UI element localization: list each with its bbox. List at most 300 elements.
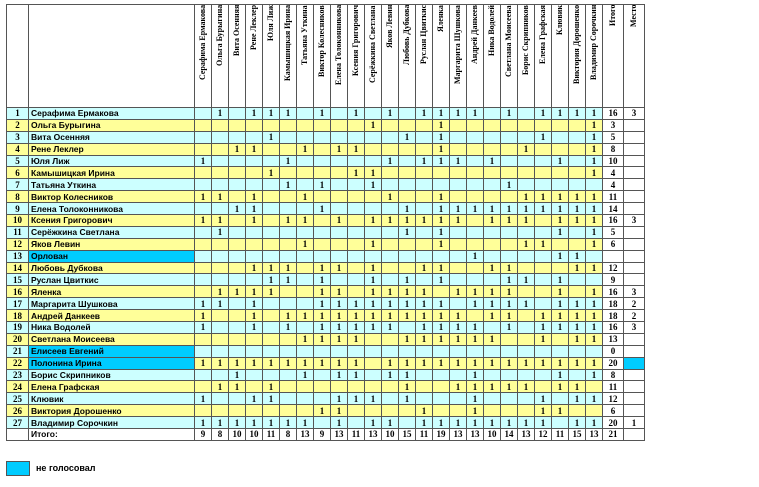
row-total: 8 — [603, 369, 624, 381]
vote-cell — [416, 250, 433, 262]
row-name: Руслан Цвиткис — [29, 274, 195, 286]
row-name: Вита Осенняя — [29, 131, 195, 143]
vote-cell: 1 — [280, 357, 297, 369]
row-name: Виктор Колесников — [29, 191, 195, 203]
vote-cell: 1 — [535, 238, 552, 250]
row-place — [624, 393, 645, 405]
vote-cell — [484, 274, 501, 286]
vote-cell: 1 — [263, 274, 280, 286]
vote-cell: 1 — [263, 357, 280, 369]
vote-cell: 1 — [212, 215, 229, 227]
vote-cell — [348, 131, 365, 143]
vote-cell: 1 — [569, 393, 586, 405]
vote-cell — [382, 381, 399, 393]
vote-cell — [399, 143, 416, 155]
vote-cell: 1 — [195, 357, 212, 369]
vote-cell: 1 — [399, 369, 416, 381]
vote-cell: 1 — [433, 131, 450, 143]
vote-cell — [467, 191, 484, 203]
vote-cell — [263, 298, 280, 310]
vote-cell — [263, 250, 280, 262]
vote-cell — [348, 274, 365, 286]
vote-cell: 1 — [195, 322, 212, 334]
vote-cell — [569, 131, 586, 143]
row-total: 16 — [603, 215, 624, 227]
vote-cell: 1 — [501, 179, 518, 191]
vote-cell — [195, 179, 212, 191]
vote-cell — [212, 333, 229, 345]
vote-cell — [365, 369, 382, 381]
vote-cell: 1 — [518, 143, 535, 155]
column-header-place — [624, 5, 645, 108]
vote-cell — [501, 250, 518, 262]
vote-cell: 1 — [484, 357, 501, 369]
row-number: 6 — [7, 167, 29, 179]
vote-cell: 1 — [331, 262, 348, 274]
vote-cell — [518, 167, 535, 179]
vote-cell — [280, 381, 297, 393]
vote-cell — [314, 238, 331, 250]
vote-cell — [314, 369, 331, 381]
row-place — [624, 333, 645, 345]
vote-cell — [314, 393, 331, 405]
vote-cell — [365, 357, 382, 369]
vote-cell — [467, 274, 484, 286]
vote-cell — [569, 143, 586, 155]
vote-cell — [229, 119, 246, 131]
vote-cell — [433, 393, 450, 405]
vote-cell — [212, 167, 229, 179]
vote-cell: 1 — [416, 108, 433, 120]
vote-cell: 1 — [348, 310, 365, 322]
header-name — [29, 5, 195, 108]
vote-cell — [195, 238, 212, 250]
column-total: 13 — [518, 429, 535, 441]
vote-cell — [586, 405, 603, 417]
vote-cell: 1 — [399, 298, 416, 310]
vote-cell — [263, 119, 280, 131]
vote-cell — [518, 131, 535, 143]
vote-cell — [501, 345, 518, 357]
vote-cell — [586, 381, 603, 393]
vote-cell — [297, 155, 314, 167]
column-header-3 — [229, 5, 246, 108]
vote-cell: 1 — [484, 286, 501, 298]
vote-cell — [314, 143, 331, 155]
row-total: 8 — [603, 143, 624, 155]
vote-cell — [450, 238, 467, 250]
column-total: 13 — [586, 429, 603, 441]
row-total: 11 — [603, 191, 624, 203]
vote-cell: 1 — [518, 274, 535, 286]
row-place: 3 — [624, 215, 645, 227]
table-row — [7, 215, 645, 227]
vote-cell: 1 — [535, 191, 552, 203]
row-name: Ксения Григорович — [29, 215, 195, 227]
vote-cell — [450, 369, 467, 381]
vote-cell — [382, 333, 399, 345]
vote-cell — [416, 119, 433, 131]
vote-cell — [246, 131, 263, 143]
vote-cell: 1 — [365, 262, 382, 274]
row-name: Ольга Бурыгина — [29, 119, 195, 131]
vote-cell — [382, 179, 399, 191]
column-header-8 — [314, 5, 331, 108]
vote-cell: 1 — [399, 274, 416, 286]
table-row — [7, 381, 645, 393]
row-number: 15 — [7, 274, 29, 286]
vote-cell: 1 — [569, 250, 586, 262]
vote-cell: 1 — [263, 131, 280, 143]
vote-cell: 1 — [365, 322, 382, 334]
vote-cell: 1 — [246, 108, 263, 120]
vote-cell — [535, 143, 552, 155]
vote-cell: 1 — [331, 357, 348, 369]
vote-cell — [314, 345, 331, 357]
vote-cell — [484, 238, 501, 250]
column-header-label: Елена Графская — [537, 5, 547, 64]
vote-cell: 1 — [348, 143, 365, 155]
vote-cell — [382, 238, 399, 250]
vote-cell — [246, 333, 263, 345]
vote-cell: 1 — [365, 238, 382, 250]
table-row — [7, 333, 645, 345]
vote-cell: 1 — [365, 167, 382, 179]
vote-cell: 1 — [467, 393, 484, 405]
vote-cell — [212, 405, 229, 417]
vote-cell: 1 — [518, 417, 535, 429]
vote-cell — [212, 262, 229, 274]
vote-cell: 1 — [348, 322, 365, 334]
vote-cell: 1 — [535, 310, 552, 322]
column-header-21 — [535, 5, 552, 108]
vote-cell — [535, 119, 552, 131]
row-name: Камышицкая Ирина — [29, 167, 195, 179]
vote-cell — [229, 298, 246, 310]
vote-cell: 1 — [433, 108, 450, 120]
row-name: Елена Толоконникова — [29, 203, 195, 215]
vote-cell — [246, 405, 263, 417]
vote-cell — [450, 250, 467, 262]
vote-cell — [348, 405, 365, 417]
vote-cell: 1 — [501, 108, 518, 120]
vote-cell — [280, 393, 297, 405]
vote-cell: 1 — [535, 131, 552, 143]
vote-cell: 1 — [246, 143, 263, 155]
vote-cell: 1 — [382, 357, 399, 369]
vote-cell — [246, 345, 263, 357]
vote-cell: 1 — [484, 381, 501, 393]
vote-cell: 1 — [518, 381, 535, 393]
vote-cell: 1 — [569, 108, 586, 120]
vote-cell — [399, 108, 416, 120]
vote-cell — [212, 250, 229, 262]
row-name: Татьяна Уткина — [29, 179, 195, 191]
vote-cell — [382, 143, 399, 155]
vote-cell — [246, 369, 263, 381]
column-header-label: Ольга Бурыгина — [214, 5, 224, 67]
vote-cell — [399, 179, 416, 191]
vote-cell: 1 — [331, 333, 348, 345]
table-row — [7, 322, 645, 334]
vote-cell: 1 — [229, 143, 246, 155]
vote-cell: 1 — [569, 322, 586, 334]
vote-cell — [348, 119, 365, 131]
table-row — [7, 310, 645, 322]
vote-cell — [229, 238, 246, 250]
vote-cell — [586, 345, 603, 357]
vote-cell: 1 — [586, 298, 603, 310]
vote-cell: 1 — [331, 286, 348, 298]
vote-cell: 1 — [195, 191, 212, 203]
vote-cell: 1 — [450, 108, 467, 120]
vote-cell: 1 — [586, 203, 603, 215]
vote-cell — [399, 262, 416, 274]
vote-cell: 1 — [399, 393, 416, 405]
vote-cell: 1 — [314, 333, 331, 345]
row-place — [624, 143, 645, 155]
vote-cell: 1 — [535, 417, 552, 429]
vote-cell — [484, 405, 501, 417]
vote-cell — [569, 238, 586, 250]
vote-cell — [212, 369, 229, 381]
vote-cell — [331, 238, 348, 250]
vote-cell: 1 — [365, 298, 382, 310]
row-place: 2 — [624, 298, 645, 310]
vote-cell — [484, 179, 501, 191]
vote-cell: 1 — [348, 298, 365, 310]
vote-cell — [552, 119, 569, 131]
vote-cell — [280, 191, 297, 203]
column-total: 21 — [603, 429, 624, 441]
vote-cell — [382, 131, 399, 143]
vote-cell — [467, 167, 484, 179]
vote-cell: 1 — [433, 226, 450, 238]
vote-cell — [229, 131, 246, 143]
table-row — [7, 191, 645, 203]
vote-cell — [229, 262, 246, 274]
row-total: 4 — [603, 167, 624, 179]
vote-cell: 1 — [552, 369, 569, 381]
vote-cell — [365, 203, 382, 215]
vote-cell: 1 — [263, 167, 280, 179]
table-row — [7, 250, 645, 262]
vote-cell — [365, 333, 382, 345]
totals-empty — [7, 429, 29, 441]
vote-cell — [569, 179, 586, 191]
vote-cell: 1 — [501, 357, 518, 369]
row-total: 5 — [603, 226, 624, 238]
vote-cell — [399, 167, 416, 179]
vote-cell: 1 — [365, 179, 382, 191]
vote-cell: 1 — [399, 310, 416, 322]
vote-cell: 1 — [433, 357, 450, 369]
vote-cell — [484, 131, 501, 143]
column-total: 15 — [569, 429, 586, 441]
vote-cell: 1 — [586, 333, 603, 345]
vote-cell — [314, 226, 331, 238]
table-row — [7, 298, 645, 310]
vote-cell: 1 — [416, 322, 433, 334]
vote-cell — [246, 250, 263, 262]
vote-cell — [331, 250, 348, 262]
vote-cell — [229, 155, 246, 167]
row-number: 2 — [7, 119, 29, 131]
vote-cell — [518, 405, 535, 417]
table-row — [7, 238, 645, 250]
vote-cell — [450, 179, 467, 191]
vote-cell — [399, 238, 416, 250]
vote-cell: 1 — [552, 250, 569, 262]
header-num — [7, 5, 29, 108]
vote-cell — [348, 286, 365, 298]
vote-cell — [348, 191, 365, 203]
vote-cell: 1 — [450, 357, 467, 369]
row-name: Рене Леклер — [29, 143, 195, 155]
vote-cell — [484, 167, 501, 179]
row-total: 5 — [603, 131, 624, 143]
vote-cell — [518, 322, 535, 334]
vote-cell — [382, 203, 399, 215]
row-total: 11 — [603, 381, 624, 393]
vote-cell — [569, 155, 586, 167]
row-place — [624, 250, 645, 262]
vote-cell — [535, 226, 552, 238]
vote-cell — [365, 131, 382, 143]
row-place — [624, 191, 645, 203]
vote-cell — [195, 119, 212, 131]
row-total: 9 — [603, 274, 624, 286]
vote-cell — [212, 143, 229, 155]
row-place: 3 — [624, 286, 645, 298]
vote-cell — [314, 167, 331, 179]
vote-cell — [518, 179, 535, 191]
vote-cell: 1 — [586, 286, 603, 298]
vote-cell — [552, 167, 569, 179]
vote-cell — [280, 333, 297, 345]
row-number: 4 — [7, 143, 29, 155]
row-name: Серафима Ермакова — [29, 108, 195, 120]
vote-cell: 1 — [535, 357, 552, 369]
column-header-label: Виктор Колесников — [316, 5, 326, 77]
legend-text: не голосовал — [36, 463, 96, 473]
vote-cell: 1 — [399, 333, 416, 345]
row-number: 5 — [7, 155, 29, 167]
vote-cell — [433, 369, 450, 381]
vote-cell — [195, 131, 212, 143]
vote-cell — [297, 179, 314, 191]
vote-cell — [229, 167, 246, 179]
vote-cell: 1 — [467, 322, 484, 334]
vote-cell — [399, 345, 416, 357]
column-total: 10 — [229, 429, 246, 441]
vote-cell — [331, 179, 348, 191]
vote-cell — [467, 345, 484, 357]
vote-cell — [297, 322, 314, 334]
vote-cell — [280, 298, 297, 310]
vote-cell: 1 — [229, 203, 246, 215]
vote-cell — [297, 119, 314, 131]
vote-cell: 1 — [365, 215, 382, 227]
vote-cell — [416, 345, 433, 357]
vote-cell: 1 — [280, 215, 297, 227]
vote-cell: 1 — [365, 274, 382, 286]
vote-cell — [365, 405, 382, 417]
vote-cell — [331, 108, 348, 120]
vote-cell — [569, 369, 586, 381]
vote-cell — [297, 345, 314, 357]
table-row — [7, 119, 645, 131]
vote-cell: 1 — [518, 298, 535, 310]
vote-cell — [535, 167, 552, 179]
vote-cell — [297, 203, 314, 215]
vote-cell: 1 — [297, 369, 314, 381]
vote-cell: 1 — [246, 286, 263, 298]
vote-cell: 1 — [416, 357, 433, 369]
vote-cell — [229, 322, 246, 334]
vote-cell: 1 — [280, 155, 297, 167]
vote-cell: 1 — [195, 310, 212, 322]
row-place: 3 — [624, 108, 645, 120]
row-name: Маргарита Шушкова — [29, 298, 195, 310]
column-header-label: Итого — [607, 5, 617, 27]
vote-cell — [229, 333, 246, 345]
vote-cell — [212, 238, 229, 250]
vote-cell — [399, 250, 416, 262]
vote-cell — [212, 274, 229, 286]
column-header-19 — [501, 5, 518, 108]
vote-cell — [399, 191, 416, 203]
row-total: 12 — [603, 262, 624, 274]
vote-cell — [348, 381, 365, 393]
vote-cell — [467, 131, 484, 143]
row-place — [624, 405, 645, 417]
vote-cell: 1 — [246, 262, 263, 274]
vote-cell: 1 — [484, 417, 501, 429]
vote-cell — [229, 179, 246, 191]
row-place — [624, 381, 645, 393]
vote-cell: 1 — [195, 215, 212, 227]
table-body — [7, 108, 645, 441]
vote-cell: 1 — [280, 262, 297, 274]
vote-cell: 1 — [586, 191, 603, 203]
vote-cell — [535, 155, 552, 167]
vote-cell — [263, 405, 280, 417]
vote-cell: 1 — [518, 357, 535, 369]
row-number: 19 — [7, 322, 29, 334]
vote-cell: 1 — [552, 322, 569, 334]
vote-cell: 1 — [586, 357, 603, 369]
vote-cell — [450, 345, 467, 357]
vote-cell — [280, 345, 297, 357]
vote-cell — [280, 203, 297, 215]
row-number: 18 — [7, 310, 29, 322]
vote-cell: 1 — [433, 417, 450, 429]
vote-cell: 1 — [246, 203, 263, 215]
vote-cell: 1 — [467, 250, 484, 262]
vote-cell — [450, 191, 467, 203]
vote-cell: 1 — [365, 286, 382, 298]
vote-cell: 1 — [484, 298, 501, 310]
row-total: 10 — [603, 155, 624, 167]
vote-cell: 1 — [467, 417, 484, 429]
vote-cell — [382, 274, 399, 286]
vote-cell — [195, 405, 212, 417]
vote-cell — [263, 310, 280, 322]
vote-cell — [382, 119, 399, 131]
row-number: 11 — [7, 226, 29, 238]
vote-cell: 1 — [586, 155, 603, 167]
